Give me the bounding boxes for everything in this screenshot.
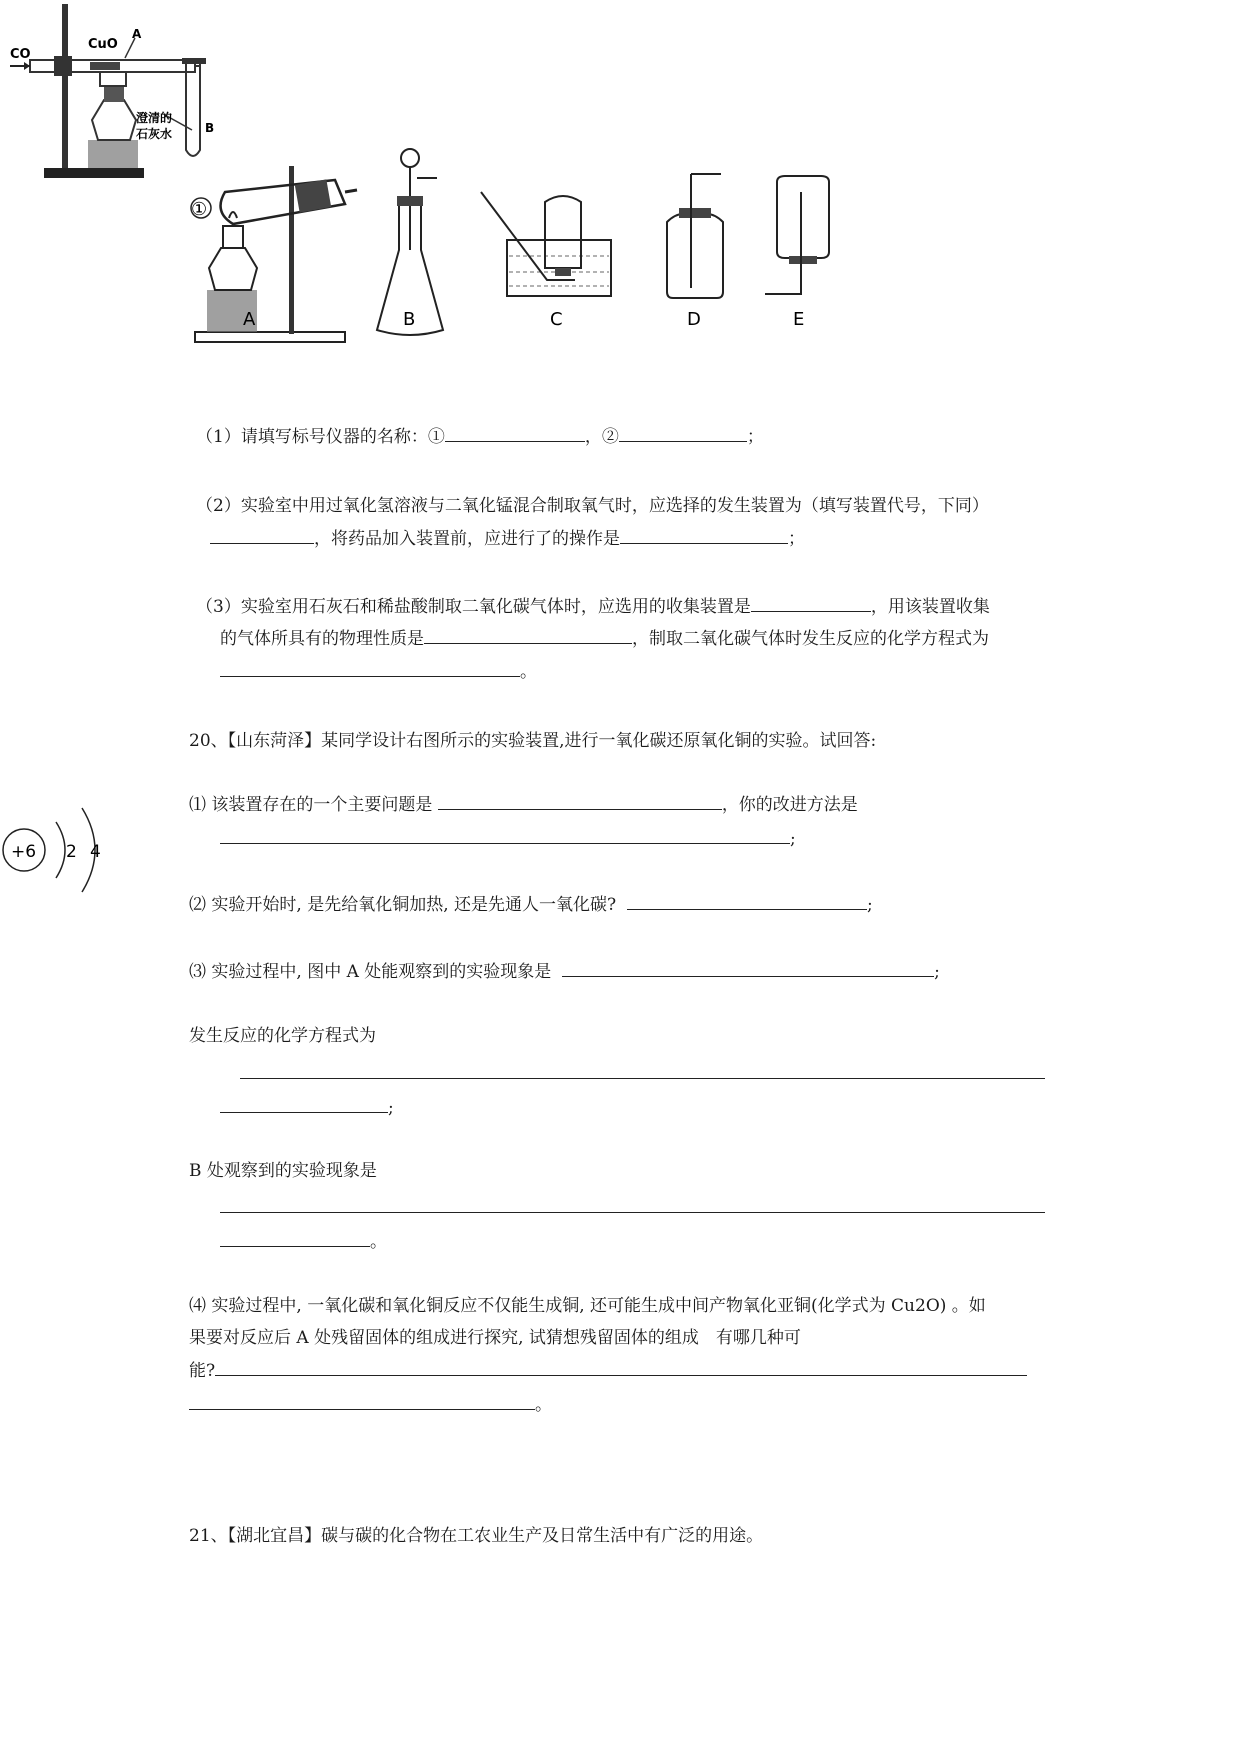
shell-2-count: 4 [90, 842, 101, 862]
blank-phenomenon-a[interactable] [562, 960, 934, 977]
apparatus-label-a: A [243, 309, 256, 330]
apparatus-c-drawing [481, 192, 611, 296]
point-b-label: B [205, 121, 215, 135]
q20-b-line2: 。 [220, 1230, 387, 1253]
q20-b-label: B 处观察到的实验现象是 [189, 1161, 377, 1181]
circle-1-label: ① [191, 199, 208, 220]
q20-part2: ⑵ 实验开始时, 是先给氧化铜加热, 还是先通人一氧化碳? ; [189, 895, 873, 915]
q20-part1-line2: ; [220, 827, 796, 850]
co-label: CO [10, 47, 31, 62]
q21-title: 21、【湖北宜昌】碳与碳的化合物在工农业生产及日常生活中有广泛的用途。 [189, 1526, 764, 1546]
q20-part1-line1: ⑴ 该装置存在的一个主要问题是 ，你的改进方法是 [189, 795, 858, 815]
apparatus-d-drawing [667, 174, 723, 298]
blank-co2-equation[interactable] [220, 660, 520, 677]
blank-equation-line2[interactable] [220, 1096, 388, 1113]
lab-apparatus-figure [185, 140, 945, 365]
limewater-label-2: 石灰水 [136, 127, 173, 141]
limewater-label-1: 澄清的 [136, 111, 173, 125]
q20-equation-line2: ; [220, 1096, 394, 1119]
apparatus-label-e: E [793, 309, 805, 330]
blank-heating-order[interactable] [627, 893, 867, 910]
q20-part4-line4: 。 [189, 1393, 552, 1416]
apparatus-label-c: C [550, 309, 563, 330]
carbon-atom-structure-diagram [0, 800, 110, 900]
nucleus-charge: +6 [11, 842, 37, 862]
blank-collection-device[interactable] [751, 595, 871, 612]
apparatus-label-b: B [403, 309, 416, 330]
point-a-label: A [132, 27, 142, 41]
q20-part4-line2: 果要对反应后 A 处残留固体的组成进行探究, 试猜想残留固体的组成 有哪几种可 [189, 1328, 801, 1348]
apparatus-e-drawing [765, 176, 829, 294]
q19-part3-line3: 。 [220, 660, 537, 683]
blank-improvement[interactable] [220, 827, 790, 844]
q19-part3-line2: 的气体所具有的物理性质是 ，制取二氧化碳气体时发生反应的化学方程式为 [220, 629, 989, 649]
blank-phenomenon-b-line1[interactable] [220, 1212, 1045, 1213]
q20-part4-line1: ⑷ 实验过程中, 一氧化碳和氧化铜反应不仅能生成铜, 还可能生成中间产物氧化亚铜(化学式为 Cu2O) 。如 [189, 1296, 986, 1316]
apparatus-b-drawing [377, 149, 443, 335]
q19-part2-line2: ，将药品加入装置前，应进行了的操作是 ； [210, 527, 805, 550]
blank-generator-device[interactable] [210, 527, 314, 544]
blank-operation[interactable] [620, 527, 788, 544]
q19-part3-line1: （3）实验室用石灰石和稀盐酸制取二氧化碳气体时，应选用的收集装置是 ，用该装置收集 [196, 597, 990, 617]
shell-1-count: 2 [66, 842, 77, 862]
blank-residue-line1[interactable] [215, 1359, 1027, 1376]
apparatus-a-drawing [191, 166, 357, 342]
q19-part2-line1: （2）实验室中用过氧化氢溶液与二氧化锰混合制取氧气时，应选择的发生装置为（填写装置代号，下同） [196, 496, 989, 516]
blank-instrument-1[interactable] [445, 425, 585, 442]
q20-part4-line3: 能? [189, 1359, 1027, 1382]
blank-main-problem[interactable] [438, 793, 722, 810]
blank-physical-property[interactable] [424, 627, 632, 644]
q19-part1: （1）请填写标号仪器的名称：① ，② ； [196, 427, 764, 447]
blank-equation-line1[interactable] [240, 1078, 1045, 1079]
cuo-label: CuO [88, 37, 118, 52]
q20-equation-label: 发生反应的化学方程式为 [189, 1026, 376, 1046]
blank-instrument-2[interactable] [619, 425, 747, 442]
blank-phenomenon-b-line2[interactable] [220, 1230, 370, 1247]
blank-residue-line2[interactable] [189, 1393, 535, 1410]
q20-title: 20、【山东菏泽】某同学设计右图所示的实验装置,进行一氧化碳还原氧化铜的实验。试回答: [189, 731, 877, 751]
apparatus-label-d: D [687, 309, 701, 330]
q20-part3: ⑶ 实验过程中, 图中 A 处能观察到的实验现象是 ; [189, 962, 940, 982]
